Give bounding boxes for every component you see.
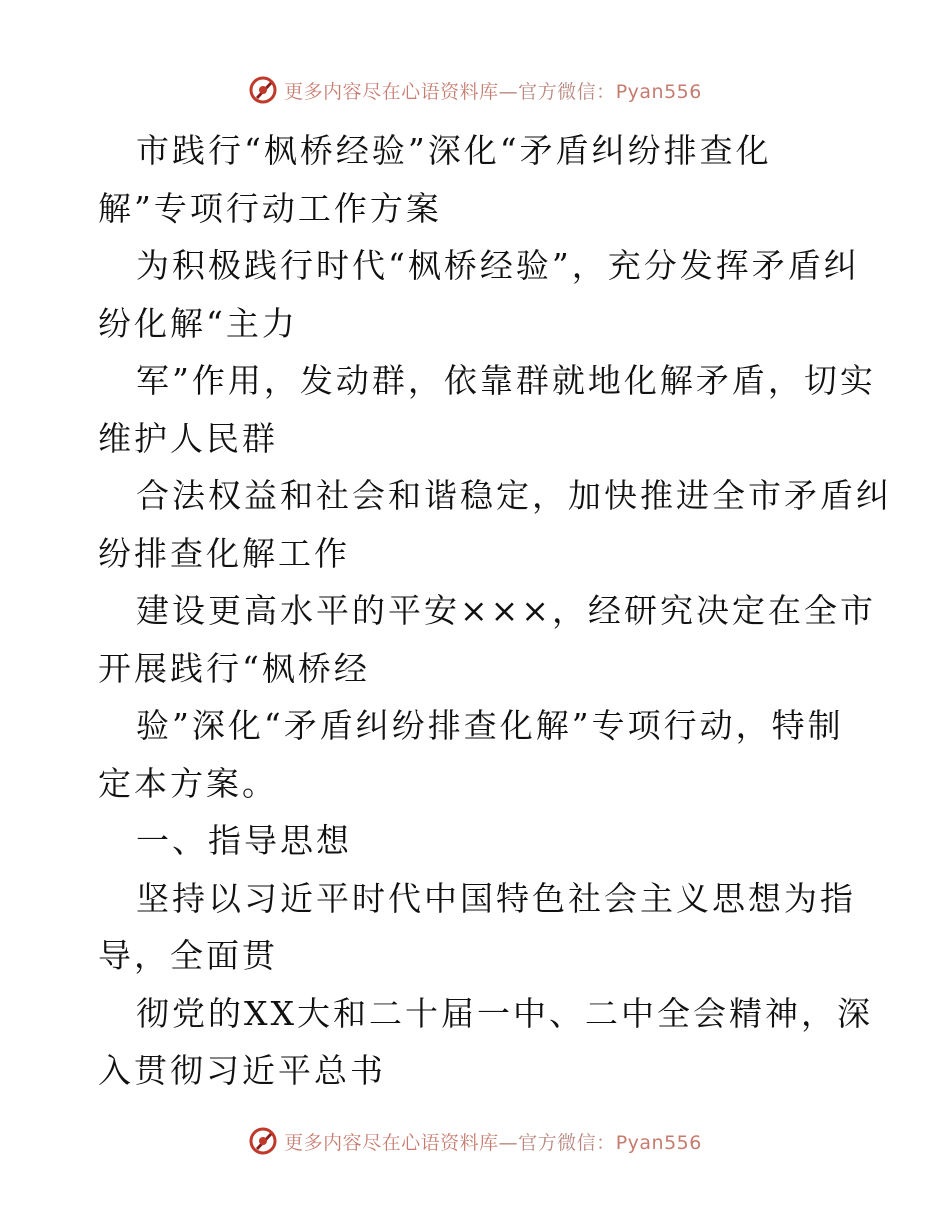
- doc-title-line-2: 解”专项行动工作方案: [98, 188, 442, 228]
- paragraph-line: 彻党的XX大和二十届一中、二中全会精神，深: [136, 993, 873, 1033]
- paragraph-line: 为积极践行时代“枫桥经验”，充分发挥矛盾纠: [136, 246, 860, 285]
- watermark-brand: 更多内容尽在心语资料库: [284, 1131, 499, 1154]
- watermark-text: [284, 77, 702, 104]
- watermark-text: [284, 1128, 702, 1155]
- watermark-wechat-label: 官方微信：: [518, 80, 616, 103]
- paragraph-line: 合法权益和社会和谐稳定，加快推进全市矛盾纠: [136, 476, 892, 515]
- paragraph-line: 军”作用，发动群，依靠群就地化解矛盾，切实: [136, 361, 876, 400]
- paragraph-line: 导，全面贯: [98, 936, 278, 975]
- watermark-separator: —: [498, 1131, 519, 1154]
- watermark-separator: —: [498, 80, 519, 103]
- paragraph-line: 纷化解“主力: [98, 303, 298, 343]
- paragraph-line: 入贯彻习近平总书: [98, 1051, 386, 1090]
- paragraph-line: 验”深化“矛盾纠纷排查化解”专项行动，特制: [136, 706, 844, 745]
- section-heading: 一、指导思想: [136, 821, 352, 860]
- watermark-wechat-label: 官方微信：: [518, 1131, 616, 1154]
- paragraph-line: 坚持以习近平时代中国特色社会主义思想为指: [136, 878, 856, 918]
- footer-watermark: [0, 1123, 950, 1159]
- watermark-brand: 更多内容尽在心语资料库: [284, 80, 499, 103]
- paragraph-line: 开展践行“枫桥经: [98, 648, 370, 688]
- header-watermark: [0, 72, 950, 108]
- paragraph-line: 纷排查化解工作: [98, 533, 350, 573]
- watermark-wechat-id: Pyan556: [615, 1131, 702, 1154]
- watermark-wechat-id: Pyan556: [615, 80, 702, 103]
- paragraph-line: 建设更高水平的平安×××，经研究决定在全市: [136, 591, 876, 630]
- quill-seal-icon: [248, 1126, 278, 1156]
- paragraph-line: 定本方案。: [98, 763, 278, 803]
- document-body: [98, 122, 892, 1100]
- paragraph-line: 维护人民群: [98, 418, 278, 458]
- quill-seal-icon: [248, 75, 278, 105]
- doc-title-line-1: 市践行“枫桥经验”深化“矛盾纠纷排查化: [136, 131, 772, 170]
